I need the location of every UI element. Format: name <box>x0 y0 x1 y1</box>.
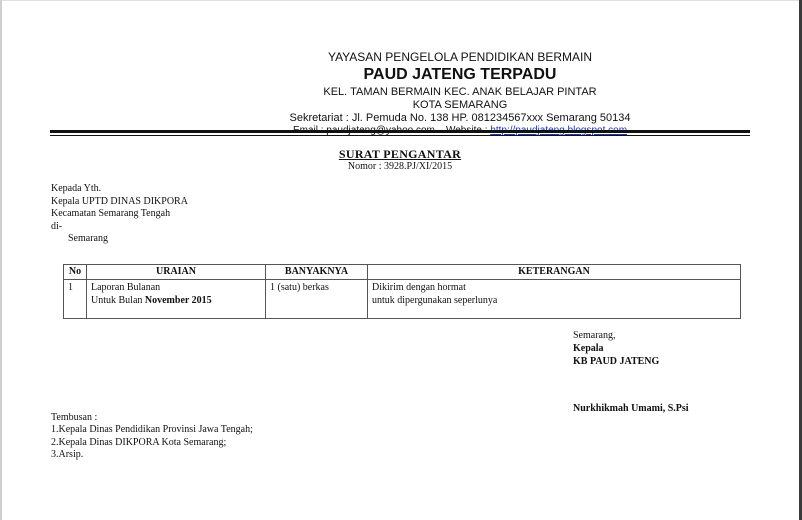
cell-uraian-prefix: Untuk Bulan <box>91 295 145 306</box>
cell-no: 1 <box>64 280 87 319</box>
cell-keterangan-line2: untuk dipergunakan seperlunya <box>372 295 498 306</box>
cc-label: Tembusan : <box>51 412 98 423</box>
signature-institution: KB PAUD JATENG <box>573 356 660 367</box>
cell-banyaknya: 1 (satu) berkas <box>266 280 368 319</box>
recipient-block <box>51 183 188 246</box>
col-header-banyaknya: BANYAKNYA <box>266 265 368 280</box>
col-header-uraian: URAIAN <box>87 265 266 280</box>
col-header-no: No <box>64 265 87 280</box>
cell-keterangan-line1: Dikirim dengan hormat <box>372 282 466 293</box>
items-table <box>63 264 741 319</box>
letterhead-divider-thin <box>50 135 750 136</box>
letterhead-name: PAUD JATENG TERPADU <box>363 66 557 84</box>
recipient-greeting: Kepada Yth. <box>51 183 102 194</box>
cell-keterangan <box>368 280 741 319</box>
signature-position: Kepala <box>573 343 604 354</box>
page-top-border <box>0 0 802 1</box>
letterhead-divider-thick <box>50 130 750 133</box>
letterhead-foundation: YAYASAN PENGELOLA PENDIDIKAN BERMAIN <box>327 50 593 64</box>
letter-title: SURAT PENGANTAR <box>338 147 462 161</box>
table-header-row <box>64 265 741 280</box>
cell-uraian <box>87 280 266 319</box>
cc-item: 2.Kepala Dinas DIKPORA Kota Semarang; <box>51 436 227 448</box>
recipient-city: Semarang <box>68 233 108 244</box>
recipient-di: di- <box>51 220 63 232</box>
cell-uraian-line1: Laporan Bulanan <box>91 282 161 293</box>
signature-place: Semarang, <box>573 330 616 341</box>
cell-uraian-month: November 2015 <box>144 295 212 306</box>
recipient-office: Kepala UPTD DINAS DIKPORA <box>51 195 188 207</box>
letter-number: Nomor : 3928.PJ/XI/2015 <box>347 161 453 172</box>
recipient-district: Kecamatan Semarang Tengah <box>51 208 171 219</box>
letterhead-secretariat: Sekretariat : Jl. Pemuda No. 138 HP. 081234567xxx Semarang 50134 <box>289 111 631 124</box>
table-row <box>64 280 741 319</box>
cc-item: 1.Kepala Dinas Pendidikan Provinsi Jawa Tengah; <box>51 424 253 436</box>
letterhead-unit: KEL. TAMAN BERMAIN KEC. ANAK BELAJAR PINTAR <box>323 85 597 98</box>
page-left-border <box>0 0 2 520</box>
cell-uraian-line2 <box>91 294 261 307</box>
letterhead <box>270 50 650 137</box>
cc-block <box>51 412 253 461</box>
letterhead-city: KOTA SEMARANG <box>412 98 508 111</box>
signer-name: Nurkhikmah Umami, S.Psi <box>573 403 689 414</box>
col-header-keterangan: KETERANGAN <box>368 265 741 280</box>
cc-item: 3.Arsip. <box>51 448 84 460</box>
signature-block <box>573 329 659 368</box>
